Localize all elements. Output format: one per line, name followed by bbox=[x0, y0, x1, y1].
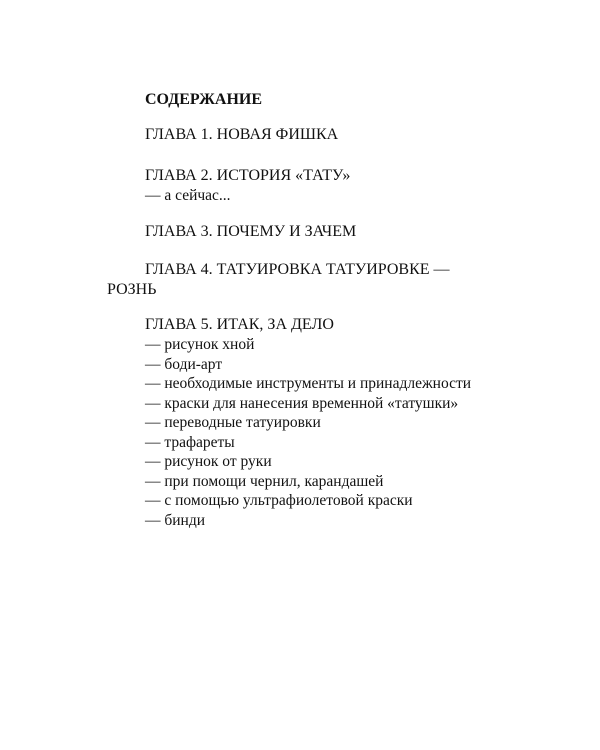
list-item: — а сейчас... bbox=[145, 187, 231, 204]
chapter-title: ГЛАВА 4. ТАТУИРОВКА ТАТУИРОВКЕ — bbox=[145, 261, 450, 278]
list-item: — переводные татуировки bbox=[145, 414, 321, 431]
list-item: — трафареты bbox=[145, 433, 235, 451]
chapter-title-continuation: РОЗНЬ bbox=[107, 281, 157, 298]
list-item: — рисунок от руки bbox=[145, 453, 272, 470]
chapter-title: ГЛАВА 2. ИСТОРИЯ «ТАТУ» bbox=[145, 167, 351, 184]
toc-title: СОДЕРЖАНИЕ bbox=[145, 91, 263, 108]
chapter-1 bbox=[0, 125, 600, 145]
list-item: — бинди bbox=[145, 511, 206, 529]
chapter-4 bbox=[0, 260, 600, 300]
chapter-title: ГЛАВА 1. НОВАЯ ФИШКА bbox=[145, 126, 339, 143]
list-item: — при помощи чернил, карандашей bbox=[145, 472, 384, 490]
list-item: — необходимые инструменты и принадлежности bbox=[145, 375, 472, 392]
list-item: — с помощью ультрафиолетовой краски bbox=[145, 492, 413, 509]
list-item: — боди-арт bbox=[145, 355, 223, 373]
chapter-2 bbox=[0, 166, 600, 206]
chapter-title: ГЛАВА 3. ПОЧЕМУ И ЗАЧЕМ bbox=[145, 223, 357, 240]
list-item: — рисунок хной bbox=[145, 336, 255, 353]
list-item: — краски для нанесения временной «татушки» bbox=[145, 394, 459, 412]
chapter-5 bbox=[0, 315, 600, 530]
chapter-title: ГЛАВА 5. ИТАК, ЗА ДЕЛО bbox=[145, 316, 334, 333]
chapter-3 bbox=[0, 222, 600, 242]
